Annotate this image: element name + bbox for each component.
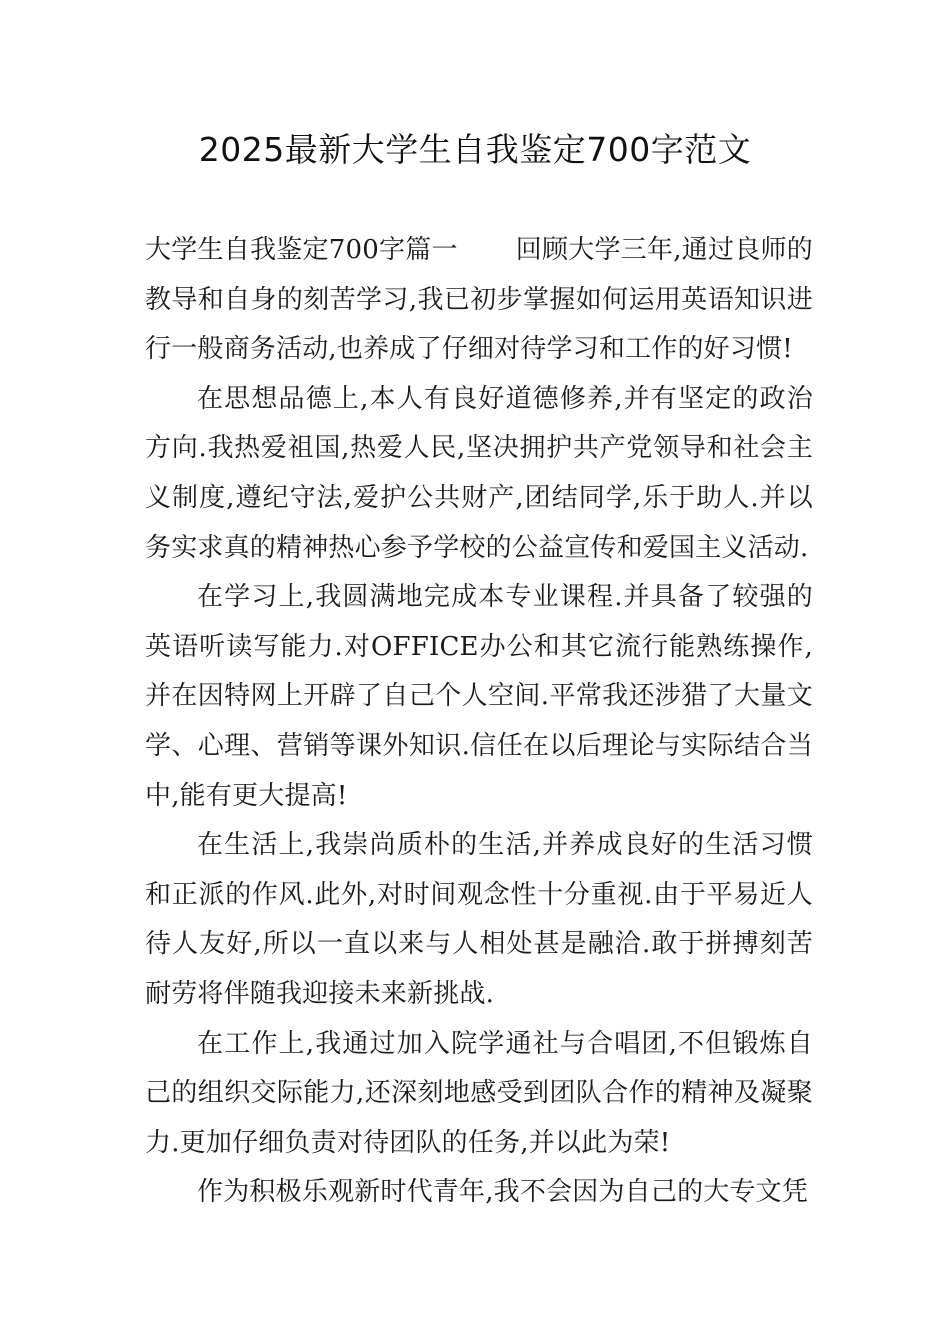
section-heading: 大学生自我鉴定700字篇一 [145,235,458,265]
document-body [145,226,813,1218]
paragraph-ideology: 在思想品德上,本人有良好道德修养,并有坚定的政治方向.我热爱祖国,热爱人民,坚决拥护共产党领导和社会主义制度,遵纪守法,爱护公共财产,团结同学,乐于助人.并以务实求真的精神热心参予学校的公益宣传和爱国主义活动. [145,383,813,563]
paragraph-study: 在学习上,我圆满地完成本专业课程.并具备了较强的英语听读写能力.对OFFICE办公和其它流行能熟练操作,并在因特网上开辟了自己个人空间.平常我还涉猎了大量文学、心理、营销等课外知识.信任在以后理论与实际结合当中,能有更大提高! [145,582,813,811]
paragraph-outlook: 作为积极乐观新时代青年,我不会因为自己的大专文凭 [197,1177,809,1208]
intro-text: 回顾大学三年,通过良师的教导和自身的刻苦学习,我已初步掌握如何运用英语知识进行一般商务活动,也养成了仔细对待学习和工作的好习惯! [145,235,813,365]
document-title: 2025最新大学生自我鉴定700字范文 [198,130,752,169]
paragraph-intro [145,226,813,375]
paragraph-life: 在生活上,我崇尚质朴的生活,并养成良好的生活习惯和正派的作风.此外,对时间观念性十分重视.由于平易近人待人友好,所以一直以来与人相处甚是融洽.敢于拼搏刻苦耐劳将伴随我迎接未来新挑战. [145,830,813,1009]
paragraph-work: 在工作上,我通过加入院学通社与合唱团,不但锻炼自己的组织交际能力,还深刻地感受到团队合作的精神及凝聚力.更加仔细负责对待团队的任务,并以此为荣! [145,1028,813,1158]
